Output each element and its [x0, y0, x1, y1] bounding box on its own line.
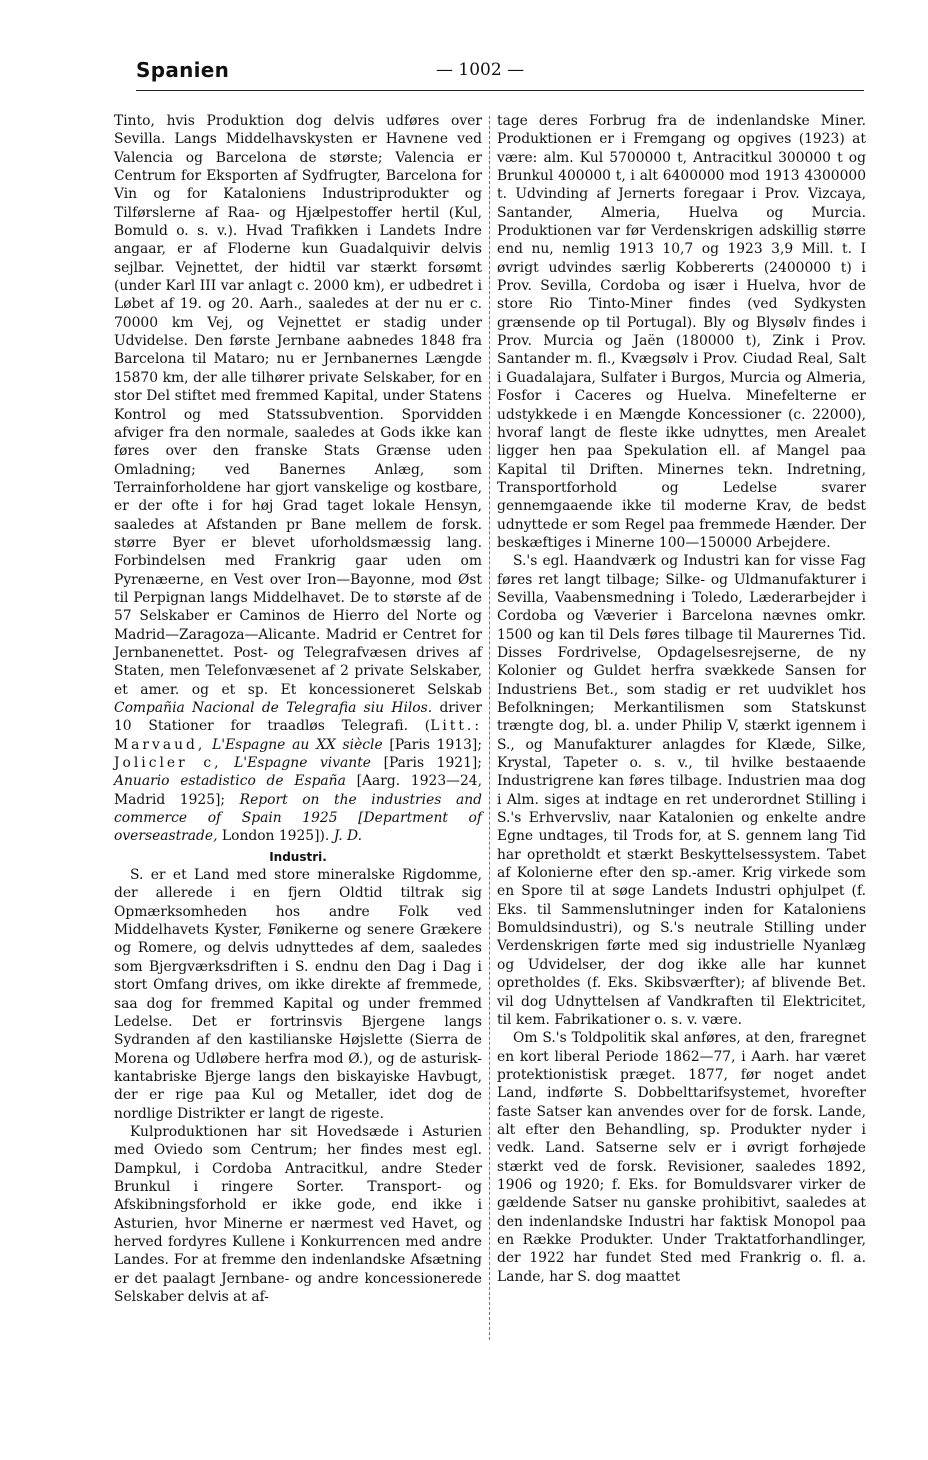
paragraph-text: driver 10 Stationer for traadløs Telegrafi. (	[114, 700, 482, 735]
paragraph: S.'s egl. Haandværk og Industri kan for visse Fag føres ret langt tilbage; Silke- og Uldmanufakturer i Sevilla, Vaabensmedning i Toledo, Læderarbejder i Cordoba og Væverier i Barcelona nævnes omkr. 1500 og kan til Dels føres tilbage til Maurernes Tid. Disses Fordrivelse, Opdagelsesrejserne, de ny Kolonier og Guldet herfra svækkede Sansen for Industriens Bet., som stadig er ret uudviklet hos Befolkningen; Merkantilismen som Statskunst trængte dog, bl. a. under Philip V, stærkt igennem i S., og Manufakturer anlagdes for Klæde, Silke, Krystal, Tapeter o. s. v., til hvilke bestaaende Industrigrene kan føres tilbage. Industrien maa dog i Alm. siges at indtage en ret underordnet Stilling i S.'s Erhvervsliv, naar Katalonien og enkelte andre Egne undtages, til Trods for, at S. gennem lang Tid har opretholdt et stærkt Beskyttelsessystem. Tabet af Kolonierne efter den sp.-amer. Krig virkede som en Spore til at søge Landets Industri ophjulpet (f. Eks. til Sammenslutninger inden for Kataloniens Bomuldsindustri), og S.'s neutrale Stilling under Verdenskrigen førte med sig industrielle Nyanlæg og Udvidelser, der dog ikke alle har kunnet opretholdes (f. Eks. Skibsværfter); af blivende Bet. vil dog Udnyttelsen af Vandkraften til Elektricitet, til kem. Fabrikationer o. s. v. være.	[497, 553, 866, 1028]
author-signature: J. D.	[333, 828, 363, 845]
page-number: — 1002 —	[436, 60, 525, 80]
column-separator	[489, 116, 490, 1340]
paragraph: Kulproduktionen har sit Hovedsæde i Asturien med Oviedo som Centrum; her findes mest egl. Dampkul, i Cordoba Antracitkul, andre Steder Brunkul i ringere Sorter. Transport- og Afskibningsforhold er ikke gode, end ikke i Asturien, hvor Minerne er nærmest ved Havet, og herved fordyres Kullene i Konkurrencen med andre Landes. For at fremme den indenlandske Afsætning er det paalagt Jernbane- og andre koncessionerede Selskaber delvis at af-	[114, 1123, 482, 1305]
book-title: Anuario estadistico de España	[114, 773, 346, 790]
citation-text: London 1925]).	[217, 828, 334, 845]
paragraph: Om S.'s Toldpolitik skal anføres, at den, fraregnet en kort liberal Periode 1862—77, i Aarh. har været protektionistisk præget. 1877, før noget andet Land, indførte S. Dobbelttarifsystemet, hvorefter faste Satser kan anvendes over for de forsk. Lande, alt efter den Behandling, sp. Produkter nyder i vedk. Land. Satserne selv er i øvrigt forhøjede stærkt ved de forsk. Revisioner, saaledes 1892, 1906 og 1920; f. Eks. for Bomuldsvarer virker de gældende Satser nu ganske prohibitivt, saaledes at den indenlandske Industri har faktisk Monopol paa en Række Produkter. Under Traktatforhandlinger, der 1922 har fundet Sted med Frankrig o. fl. a. Lande, har S. dog maattet	[497, 1030, 866, 1285]
citation-text: [Paris 1913];	[382, 736, 482, 753]
citation-text: [Aarg. 1923—24, Madrid 1925];	[114, 773, 482, 808]
book-title: Report on the industries and commerce of Spain 1925 [Department of overseastrade,	[114, 791, 482, 845]
right-column	[497, 112, 866, 1286]
left-column	[114, 112, 482, 1306]
section-title: Spanien	[136, 58, 230, 82]
book-title: L'Espagne au XX siècle	[212, 736, 383, 753]
book-title: L'Espagne vivante	[234, 755, 371, 772]
paragraph-text: Tinto, hvis Produktion dog delvis udføres over Sevilla. Langs Middelhavskysten er Havnene ved Valencia og Barcelona de største; Valencia er Centrum for Eksporten af Sydfrugter, Barcelona for Vin og for Kataloniens Industriprodukter og Tilførslerne af Raa- og Hjælpestoffer hertil (Kul, Bomuld o. s. v.). Hvad Trafikken i Landets Indre angaar, er af Floderne kun Guadalquivir delvis sejlbar. Vejnettet, der hidtil var stærkt forsømt (under Karl III var anlagt c. 2000 km), er udbedret i Løbet af 19. og 20. Aarh., saaledes at der nu er c. 70000 km Vej, og Vejnettet er stadig under Udvidelse. Den første Jernbane aabnedes 1848 fra Barcelona til Mataro; nu er Jernbanernes Længde 15870 km, der alle tilhører private Selskaber, for en stor Del stiftet med fremmed Kapital, under Statens Kontrol og med Statssubvention. Sporvidden afviger fra den normale, saaledes at Gods ikke kan føres over den franske Stats Grænse uden Omladning; ved Banernes Anlæg, som Terrainforholdene har gjort vanskelige og kostbare, er der ofte i for høj Grad taget lokale Hensyn, saaledes at Afstanden pr Bane mellem de forsk. større Byer er blevet uforholdsmæssig lang. Forbindelsen med Frankrig gaar uden om Pyrenæerne, en Vest over Iron—Bayonne, mod Øst til Perpignan langs Middelhavet. De to største af de 57 Selskaber er Caminos de Hierro del Norte og Madrid—Zaragoza—Alicante. Madrid er Centret for Jernbanenettet. Post- og Telegrafvæsen drives af Staten, men Telefonvæsenet af 2 private Selskaber, et amer. og et sp. Et koncessioneret Selskab	[114, 113, 482, 698]
author-name: Jolicler c,	[114, 755, 222, 772]
running-header	[136, 58, 864, 92]
citation-text: [Paris 1921];	[370, 755, 482, 772]
italic-company-name: Compañia Nacional de Telegrafia siu Hilos.	[114, 700, 433, 716]
paragraph: tage deres Forbrug fra de indenlandske Miner. Produktionen er i Fremgang og opgives (1923) at være: alm. Kul 5700000 t, Antracitkul 300000 t og Brunkul 400000 t, i alt 6400000 mod 1913 4300000 t. Udvinding af Jernerts foregaar i Prov. Vizcaya, Santander, Almeria, Huelva og Murcia. Produktionen var før Verdenskrigen adskillig større end nu, nemlig 1913 10,7 og 1923 3,9 Mill. t. I øvrigt udvindes særlig Kobbererts (2400000 t) i Prov. Sevilla, Cordoba og især i Huelva, hvor de store Rio Tinto-Miner findes (ved Sydkysten grænsende op til Portugal). Bly og Blysølv findes i Prov. Murcia og Jaën (180000 t), Zink i Prov. Santander m. fl., Kvægsølv i Prov. Ciudad Real, Salt i Guadalajara, Sulfater i Burgos, Murcia og Almeria, Fosfor i Caceres og Huelva. Minefelterne er udstykkede i en Mængde Koncessioner (c. 22000), hvoraf langt de fleste ikke udnyttes, men Arealet ligger hen paa Spekulation ell. af Mangel paa Kapital til Driften. Minernes tekn. Indretning, Transportforhold og Ledelse svarer gennemgaaende ikke til moderne Krav, de bedst udnyttede er som Regel paa fremmede Hænder. Der beskæftiges i Minerne 100—150000 Arbejdere.	[497, 113, 866, 551]
section-heading: Industri.	[269, 849, 327, 864]
literature-label: Litt.:	[430, 718, 482, 735]
author-name: Marvaud,	[114, 736, 206, 753]
paragraph: S. er et Land med store mineralske Rigdomme, der allerede i en fjern Oldtid tiltrak sig Opmærksomheden hos andre Folk ved Middelhavets Kyster, Fønikerne og senere Grækere og Romere, og delvis udnyttedes af dem, saaledes som Bjergværksdriften i S. endnu den Dag i Dag i stort Omfang drives, om ikke direkte af fremmede, saa dog for fremmed Kapital og under fremmed Ledelse. Det er fortrinsvis Bjergene langs Sydranden af den kastilianske Højslette (Sierra de Morena og Udløbere herfra mod Ø.), og de asturisk-kantabriske Bjerge langs den biskayiske Havbugt, der er rige paa Kul og Metaller, idet dog de nordlige Distrikter er langt de rigeste.	[114, 867, 482, 1122]
header-rule	[136, 90, 864, 91]
paragraph	[114, 112, 482, 846]
